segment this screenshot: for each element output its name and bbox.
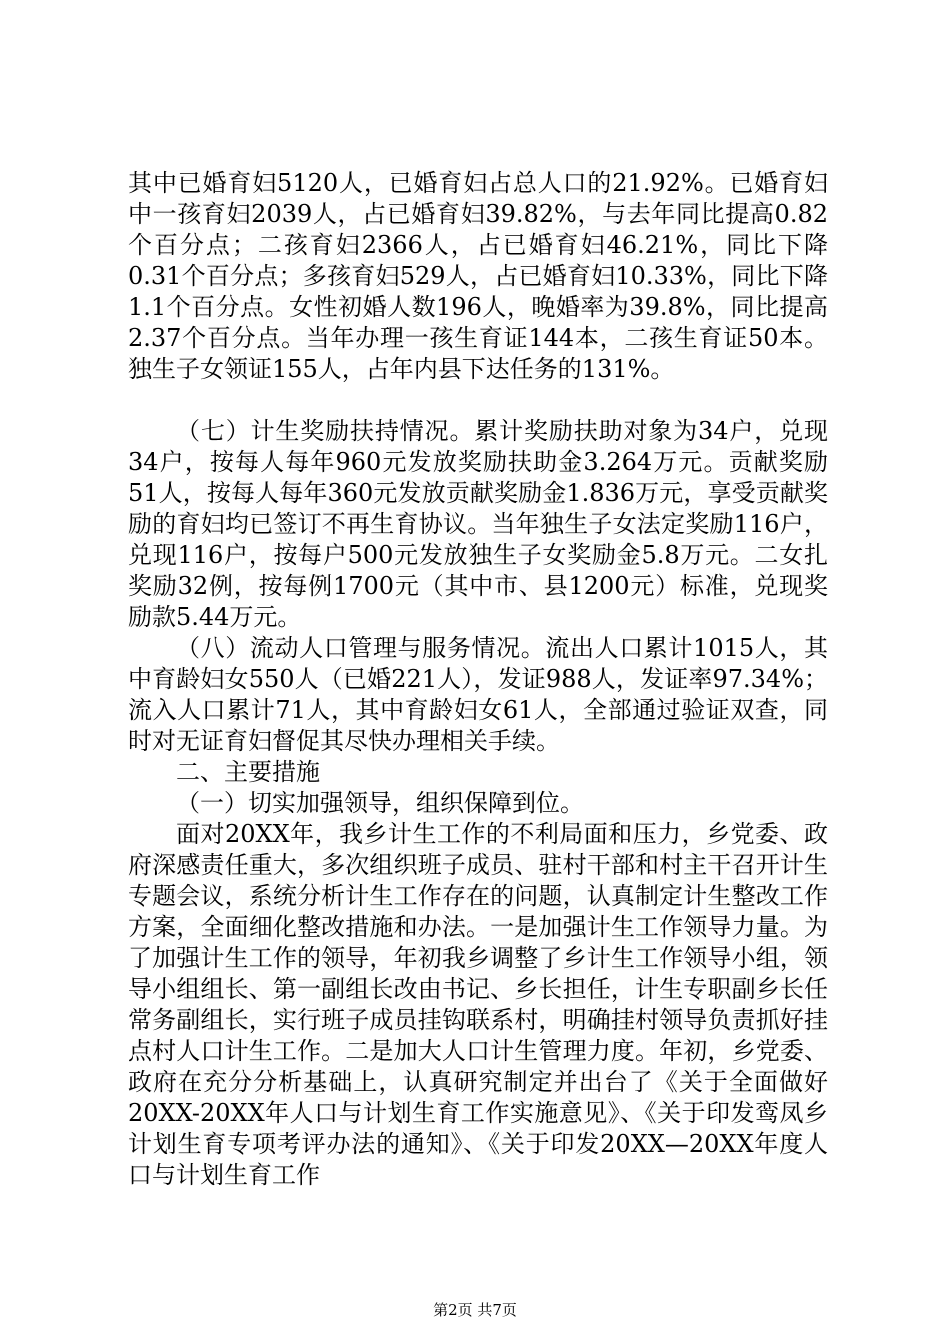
page-footer: 第2页 共7页 xyxy=(433,1301,517,1319)
paragraph-section-eight: （八）流动人口管理与服务情况。流出人口累计1015人，其中育龄妇女550人（已婚221人），发证988人，发证率97.34%；流入人口累计71人，其中育龄妇女61人，全部通过验证双查，同时对无证育妇督促其尽快办理相关手续。 xyxy=(128,634,828,755)
paragraph-gap xyxy=(128,385,828,416)
heading-main-measures: 二、主要措施 xyxy=(176,758,320,786)
document-body xyxy=(128,168,828,1191)
paragraph-leadership-detail: 面对20XX年，我乡计生工作的不利局面和压力，乡党委、政府深感责任重大，多次组织班子成员、驻村干部和村主干召开计生专题会议，系统分析计生工作存在的问题，认真制定计生整改工作方案，全面细化整改措施和办法。一是加强计生工作领导力量。为了加强计生工作的领导，年初我乡调整了乡计生工作领导小组，领导小组组长、第一副组长改由书记、乡长担任，计生专职副乡长任常务副组长，实行班子成员挂钩联系村，明确挂村领导负责抓好挂点村人口计生工作。二是加大人口计生管理力度。年初，乡党委、政府在充分分析基础上，认真研究制定并出台了《关于全面做好20XX-20XX年人口与计划生育工作实施意见》、《关于印发鸾凤乡计划生育专项考评办法的通知》、《关于印发20XX—20XX年度人口与计划生育工作 xyxy=(128,820,828,1189)
paragraph-section-seven: （七）计生奖励扶持情况。累计奖励扶助对象为34户，兑现34户，按每人每年960元发放奖励扶助金3.264万元。贡献奖励51人，按每人每年360元发放贡献奖励金1.836万元，享受贡献奖励的育妇均已签订不再生育协议。当年独生子女法定奖励116户，兑现116户，按每户500元发放独生子女奖励金5.8万元。二女扎奖励32例，按每例1700元（其中市、县1200元）标准，兑现奖励款5.44万元。 xyxy=(128,417,828,631)
subheading-leadership: （一）切实加强领导，组织保障到位。 xyxy=(176,789,584,817)
paragraph-married-women-stats: 其中已婚育妇5120人，已婚育妇占总人口的21.92%。已婚育妇中一孩育妇2039人，占已婚育妇39.82%，与去年同比提高0.82个百分点；二孩育妇2366人，占已婚育妇46.21%，同比下降0.31个百分点；多孩育妇529人，占已婚育妇10.33%，同比下降1.1个百分点。女性初婚人数196人，晚婚率为39.8%，同比提高2.37个百分点。当年办理一孩生育证144本，二孩生育证50本。独生子女领证155人，占年内县下达任务的131%。 xyxy=(128,169,828,383)
